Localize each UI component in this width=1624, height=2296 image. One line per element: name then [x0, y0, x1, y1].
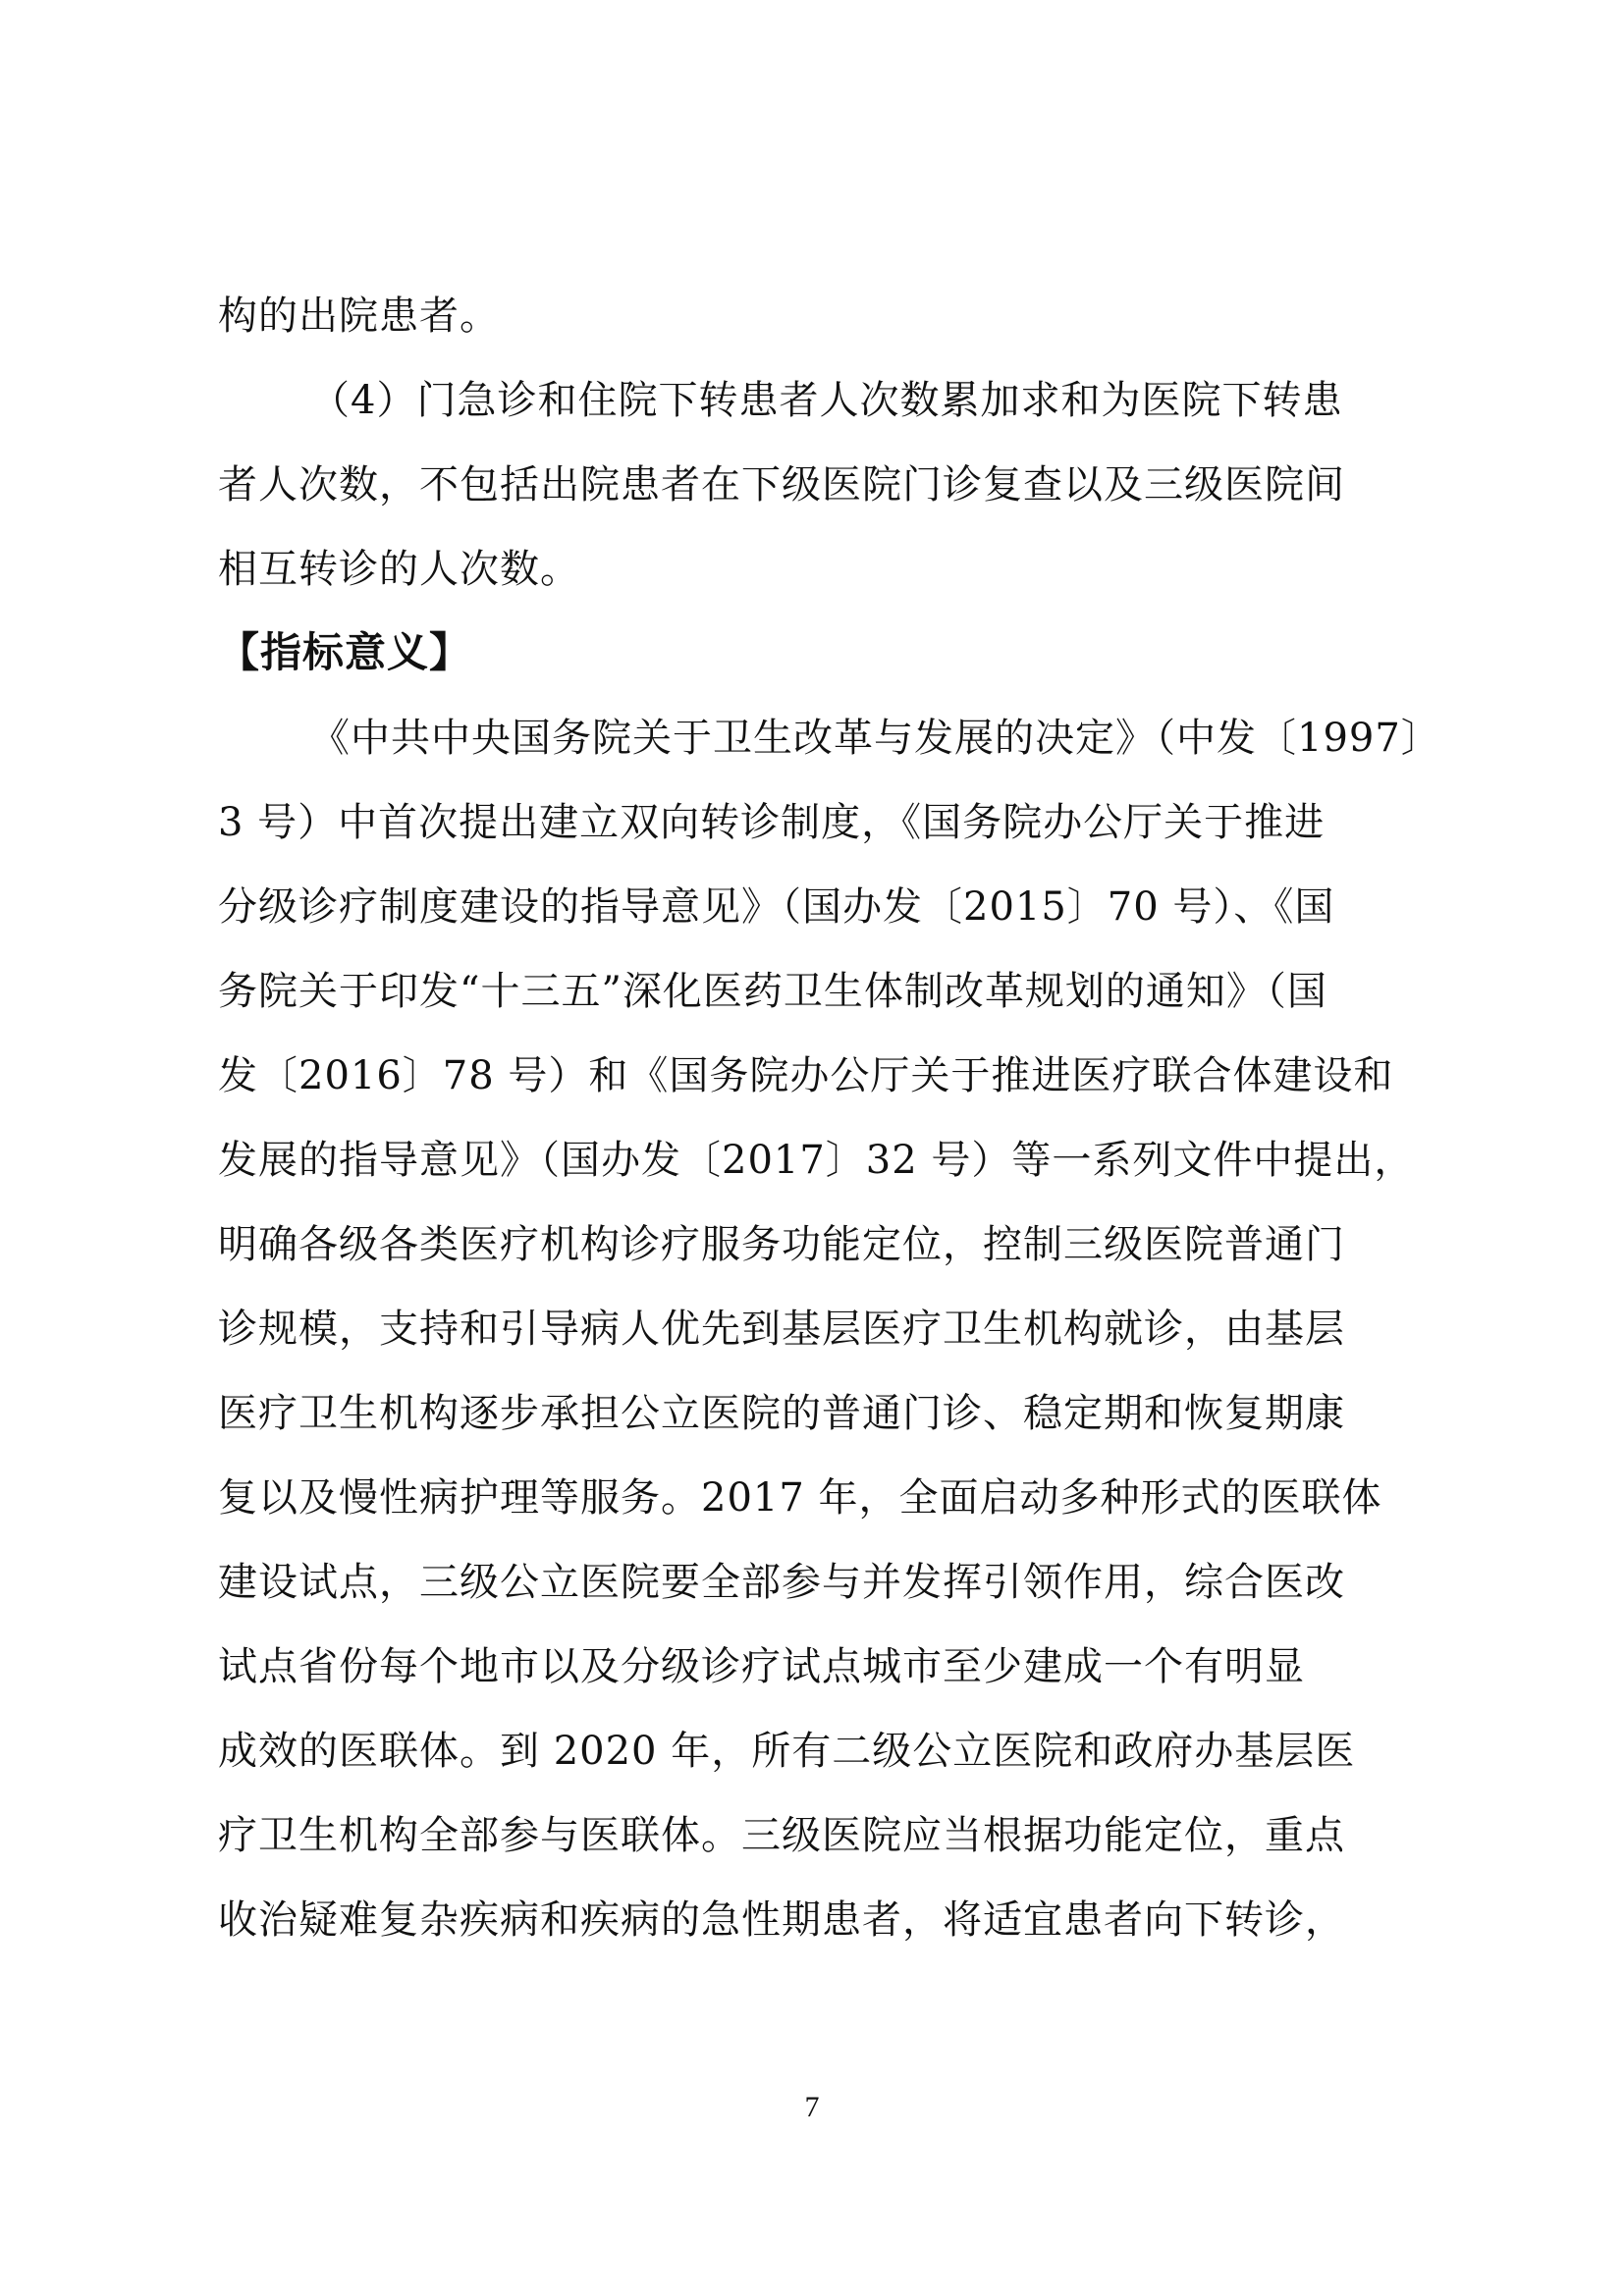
paragraph-line: 成效的医联体。到 2020 年，所有二级公立医院和政府办基层医	[218, 1729, 1356, 1774]
paragraph-line: 相互转诊的人次数。	[218, 547, 580, 592]
paragraph-line: 诊规模，支持和引导病人优先到基层医疗卫生机构就诊，由基层	[218, 1307, 1345, 1352]
paragraph-line: （4）门急诊和住院下转患者人次数累加求和为医院下转患	[310, 378, 1343, 423]
paragraph-line: 发〔2016〕78 号）和《国务院办公厅关于推进医疗联合体建设和	[218, 1053, 1394, 1098]
paragraph-line: 分级诊疗制度建设的指导意见》（国办发〔2015〕70 号）、《国	[218, 884, 1335, 930]
paragraph-line: 明确各级各类医疗机构诊疗服务功能定位，控制三级医院普通门	[218, 1222, 1345, 1267]
paragraph-line: 务院关于印发“十三五”深化医药卫生体制改革规划的通知》（国	[218, 969, 1327, 1014]
page-number: 7	[804, 2091, 820, 2123]
paragraph-line: 构的出院患者。	[218, 294, 500, 339]
paragraph-line: 收治疑难复杂疾病和疾病的急性期患者，将适宜患者向下转诊，	[218, 1897, 1345, 1943]
paragraph-line: 疗卫生机构全部参与医联体。三级医院应当根据功能定位，重点	[218, 1813, 1345, 1858]
paragraph-line: 医疗卫生机构逐步承担公立医院的普通门诊、稳定期和恢复期康	[218, 1391, 1345, 1436]
section-heading: 【指标意义】	[218, 628, 472, 676]
paragraph-line: 者人次数，不包括出院患者在下级医院门诊复查以及三级医院间	[218, 462, 1345, 507]
paragraph-line: 复以及慢性病护理等服务。2017 年，全面启动多种形式的医联体	[218, 1475, 1382, 1521]
paragraph-line: 《中共中央国务院关于卫生改革与发展的决定》（中发〔1997〕	[310, 716, 1441, 761]
paragraph-line: 3 号）中首次提出建立双向转诊制度，《国务院办公厅关于推进	[218, 800, 1326, 845]
paragraph-line: 试点省份每个地市以及分级诊疗试点城市至少建成一个有明显	[218, 1644, 1305, 1689]
paragraph-line: 发展的指导意见》（国办发〔2017〕32 号）等一系列文件中提出，	[218, 1138, 1415, 1183]
paragraph-line: 建设试点，三级公立医院要全部参与并发挥引领作用，综合医改	[218, 1560, 1345, 1605]
